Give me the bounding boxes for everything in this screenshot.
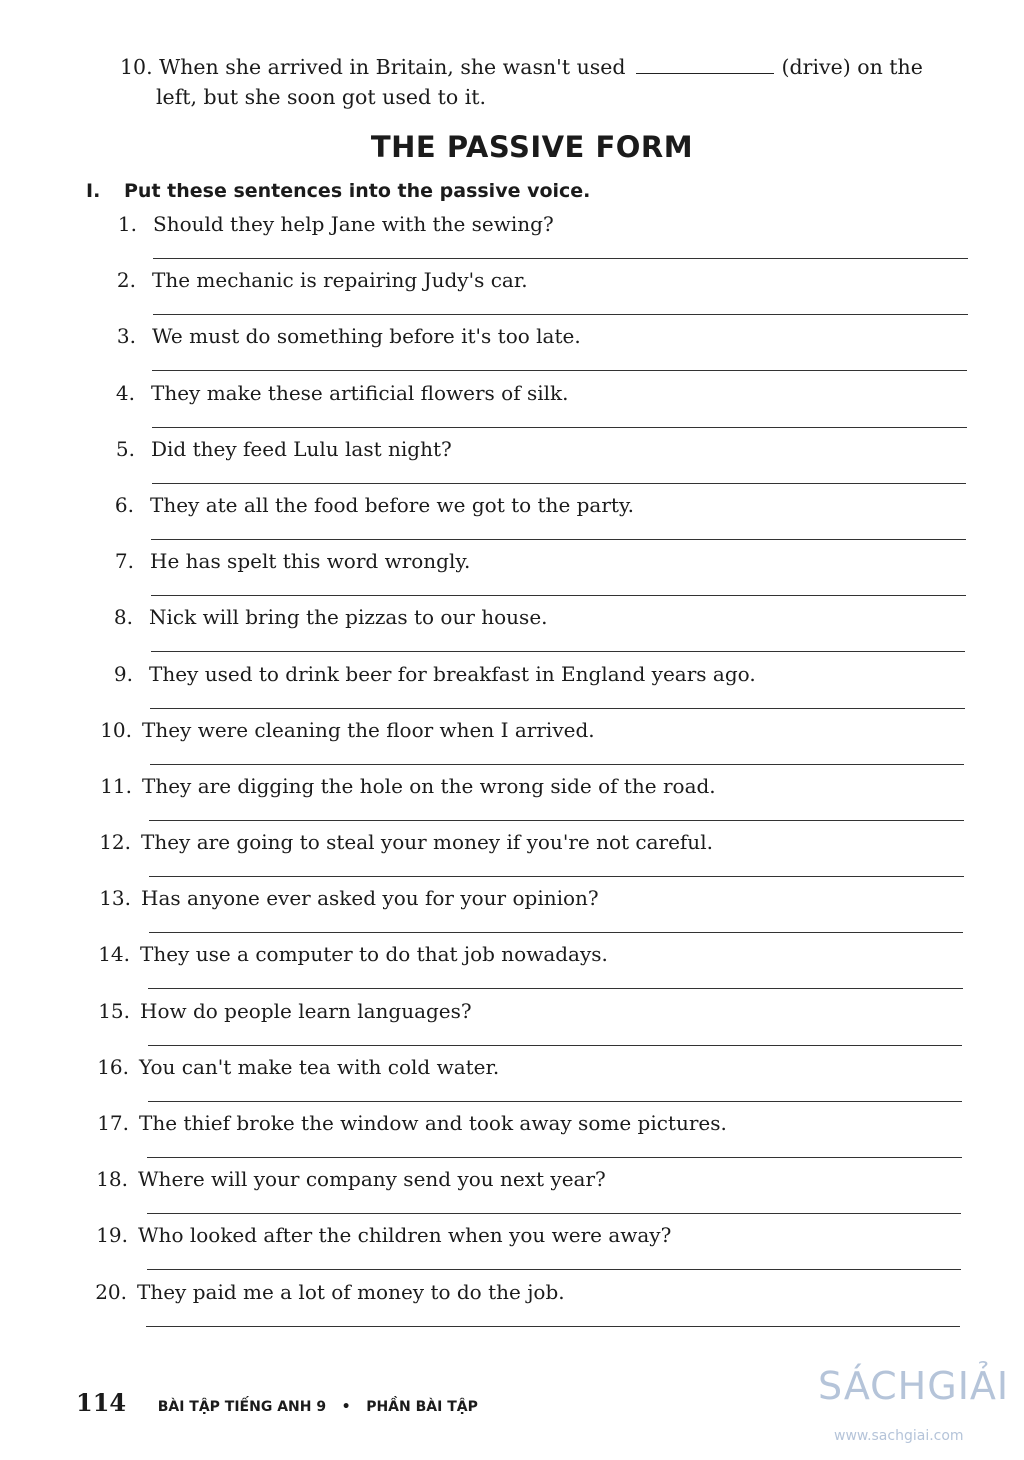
item-number: 5. <box>115 436 135 461</box>
instruction-text: Put these sentences into the passive voice. <box>124 180 591 202</box>
answer-line[interactable] <box>149 820 964 821</box>
item-sentence: Did they feed Lulu last night? <box>151 436 452 461</box>
answer-line[interactable] <box>146 1326 960 1327</box>
item-sentence: Should they help Jane with the sewing? <box>153 212 554 236</box>
answer-line[interactable] <box>147 1269 961 1270</box>
item-sentence: They make these artificial flowers of silk. <box>151 380 569 405</box>
previous-item-hint: (drive) on the <box>781 55 923 79</box>
item-sentence: They used to drink beer for breakfast in England years ago. <box>149 661 756 686</box>
exercise-item <box>0 431 1024 487</box>
item-sentence: They are going to steal your money if you're not careful. <box>141 830 713 855</box>
item-number: 15. <box>98 998 130 1023</box>
item-number: 20. <box>95 1279 127 1304</box>
exercise-item <box>0 599 1024 655</box>
item-sentence: Who looked after the children when you were away? <box>138 1223 672 1248</box>
exercise-item <box>0 824 1024 880</box>
exercise-item <box>0 880 1024 936</box>
item-sentence: He has spelt this word wrongly. <box>150 549 471 574</box>
item-sentence: They are digging the hole on the wrong side of the road. <box>142 773 716 798</box>
answer-line[interactable] <box>150 708 965 709</box>
item-sentence: The thief broke the window and took away some pictures. <box>139 1111 727 1135</box>
footer-bullet: • <box>341 1399 351 1415</box>
page-number: 114 <box>76 1388 127 1417</box>
previous-item-text-start: When she arrived in Britain, she wasn't used <box>159 55 626 79</box>
exercise-item <box>0 1105 1024 1161</box>
answer-line[interactable] <box>151 539 966 540</box>
item-number: 12. <box>99 830 131 855</box>
item-sentence: They paid me a lot of money to do the job. <box>137 1279 565 1304</box>
answer-line[interactable] <box>153 258 968 259</box>
item-sentence: Has anyone ever asked you for your opinion? <box>141 886 599 911</box>
answer-line[interactable] <box>152 483 966 484</box>
answer-line[interactable] <box>152 370 967 371</box>
item-number: 7. <box>114 549 134 574</box>
answer-blank[interactable] <box>636 73 774 74</box>
exercise-item <box>0 993 1024 1049</box>
exercise-instruction <box>86 180 590 202</box>
answer-line[interactable] <box>147 1213 961 1214</box>
item-sentence: You can't make tea with cold water. <box>139 1054 500 1079</box>
answer-line[interactable] <box>149 932 963 933</box>
item-number: 4. <box>115 380 135 405</box>
book-title: BÀI TẬP TIẾNG ANH 9 <box>157 1399 327 1415</box>
item-sentence: They ate all the food before we got to the party. <box>150 492 634 517</box>
previous-item-text-end: left, but she soon got used to it. <box>156 85 487 109</box>
exercise-item <box>0 936 1024 992</box>
item-sentence: Nick will bring the pizzas to our house. <box>149 605 548 630</box>
footer-section: PHẦN BÀI TẬP <box>366 1399 478 1415</box>
exercise-item <box>0 318 1024 374</box>
item-number: 19. <box>96 1223 128 1248</box>
item-sentence: They were cleaning the floor when I arrived. <box>142 717 595 742</box>
exercise-item <box>0 543 1024 599</box>
exercise-item <box>0 1217 1024 1273</box>
watermark-name: SÁCHGIẢI <box>818 1364 1010 1408</box>
answer-line[interactable] <box>153 314 968 315</box>
exercise-item <box>0 1161 1024 1217</box>
answer-line[interactable] <box>151 651 965 652</box>
answer-line[interactable] <box>151 595 966 596</box>
item-sentence: They use a computer to do that job nowadays. <box>140 942 608 967</box>
item-number: 1. <box>117 212 137 236</box>
exercise-number: I. <box>86 180 101 202</box>
item-number: 11. <box>100 773 132 798</box>
watermark-logo <box>818 1358 1018 1454</box>
item-sentence: Where will your company send you next year? <box>138 1167 606 1192</box>
item-sentence: We must do something before it's too late. <box>152 324 581 349</box>
answer-line[interactable] <box>148 1045 962 1046</box>
item-number: 16. <box>97 1054 129 1079</box>
item-number: 9. <box>113 661 133 686</box>
exercise-item <box>0 487 1024 543</box>
watermark-url: www.sachgiai.com <box>834 1428 964 1444</box>
exercise-list <box>0 206 1024 1330</box>
exercise-item <box>0 1049 1024 1105</box>
item-number: 10. <box>100 717 132 742</box>
answer-line[interactable] <box>149 876 964 877</box>
section-title: THE PASSIVE FORM <box>370 130 694 164</box>
item-number: 6. <box>114 492 134 517</box>
page-footer <box>76 1388 478 1417</box>
answer-line[interactable] <box>150 764 964 765</box>
exercise-item <box>0 768 1024 824</box>
item-number: 2. <box>116 268 136 293</box>
answer-line[interactable] <box>147 1157 962 1158</box>
previous-item-number: 10. <box>120 55 153 79</box>
answer-line[interactable] <box>148 1101 962 1102</box>
exercise-item <box>0 206 1024 262</box>
item-sentence: The mechanic is repairing Judy's car. <box>152 268 528 293</box>
item-number: 13. <box>99 886 131 911</box>
exercise-item <box>0 712 1024 768</box>
exercise-item <box>0 262 1024 318</box>
item-number: 3. <box>116 324 136 349</box>
exercise-item <box>0 656 1024 712</box>
answer-line[interactable] <box>152 427 967 428</box>
item-number: 8. <box>113 605 133 630</box>
item-number: 17. <box>97 1111 129 1135</box>
exercise-item <box>0 1274 1024 1330</box>
item-number: 14. <box>98 942 130 967</box>
answer-line[interactable] <box>148 988 963 989</box>
previous-exercise-item <box>120 52 980 112</box>
item-number: 18. <box>96 1167 128 1192</box>
exercise-item <box>0 375 1024 431</box>
item-sentence: How do people learn languages? <box>140 998 472 1023</box>
